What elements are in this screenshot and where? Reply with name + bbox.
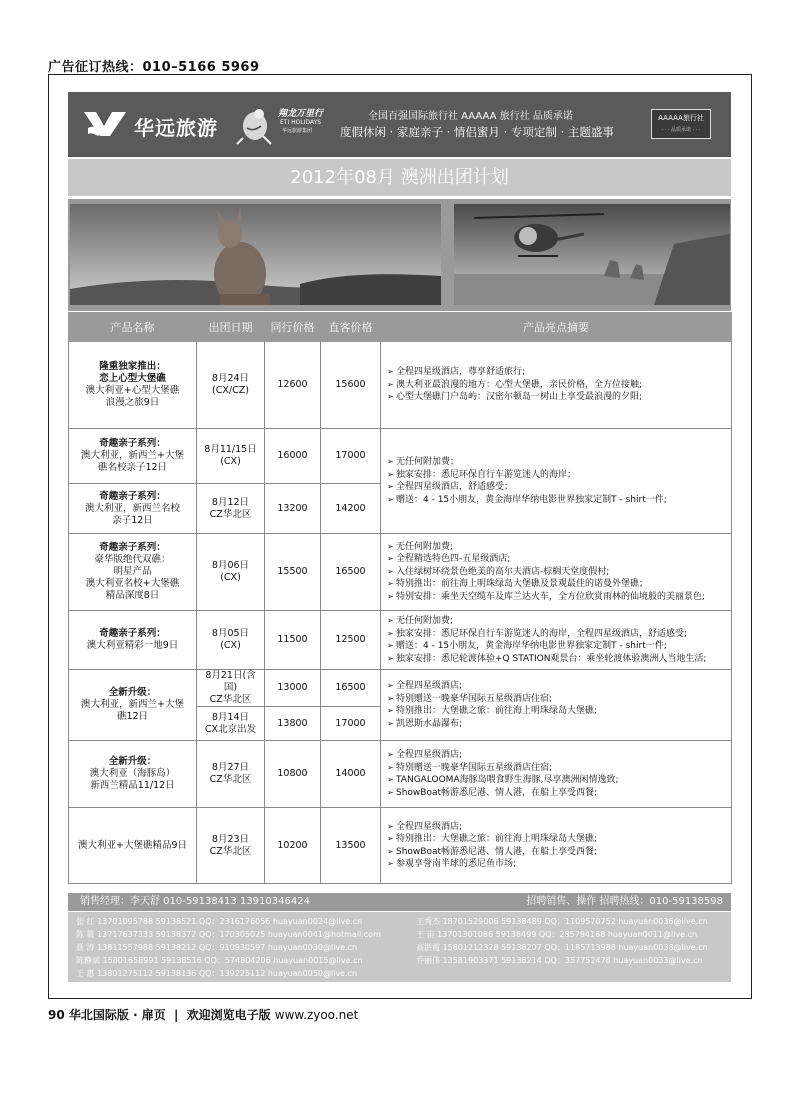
product-title: 豪华版绝代双礁： 明星产品 澳大利亚名校+大堡礁 精品深度8日 — [85, 554, 180, 601]
brand-name: 华远旅游 — [134, 116, 218, 140]
tagline-services: 度假休闲 · 家庭亲子 · 情侣蜜月 · 专项定制 · 主题盛事 — [340, 125, 614, 139]
list-item: 聂 涛 13811557988 59138212 QQ：910930597 huayuan0030@live.cn — [76, 943, 358, 952]
arrow-bullet-icon: ➢ — [387, 821, 394, 831]
retail-price: 14200 — [321, 484, 381, 534]
retail-price: 12500 — [321, 611, 381, 670]
highlights — [381, 808, 732, 884]
product-title: 澳大利亚，新西兰+大堡 礁12日 — [81, 699, 184, 722]
trade-price: 10200 — [265, 808, 321, 884]
depart-date: 8月05日 (CX) — [197, 611, 265, 670]
highlights — [381, 741, 732, 808]
list-item — [387, 693, 729, 706]
arrow-bullet-icon: ➢ — [387, 494, 394, 504]
depart-date: 8月27日 CZ华北区 — [197, 741, 265, 808]
hiring-notice: 招聘销售、操作 招聘热线：010-59138598 — [526, 896, 723, 907]
list-item — [387, 615, 729, 628]
arrow-bullet-icon: ➢ — [387, 392, 394, 402]
arrow-bullet-icon: ➢ — [387, 693, 394, 703]
retail-price: 16500 — [321, 534, 381, 611]
product-name — [69, 808, 197, 884]
list-item: 陈 筱 13717637333 59138372 QQ：170305025 huayuan0041@hotmail.com — [76, 930, 381, 939]
col-header-product: 产品名称 — [69, 313, 197, 342]
page-footer — [48, 1006, 358, 1023]
highlight-text: 全程四星级酒店; — [396, 750, 463, 760]
highlight-text: ShowBoat畅游悉尼港、情人港，在船上享受西餐; — [396, 787, 598, 798]
product-series: 全新升级： — [108, 687, 157, 698]
highlight-text: 赠送：4 - 15小朋友，黄金海岸华纳电影世界独家定制T - shirt一件; — [396, 641, 667, 651]
list-item — [387, 494, 729, 507]
product-name — [69, 534, 197, 611]
list-item — [387, 787, 729, 800]
highlight-text: 无任何附加费; — [396, 616, 454, 626]
trade-price: 10800 — [265, 741, 321, 808]
col-header-trade-price: 同行价格 — [265, 313, 321, 342]
arrow-bullet-icon: ➢ — [387, 469, 394, 479]
kangaroo-photo — [70, 204, 441, 305]
list-item — [387, 821, 729, 834]
table-row — [69, 741, 732, 808]
arrow-bullet-icon: ➢ — [387, 762, 394, 772]
arrow-bullet-icon: ➢ — [387, 787, 394, 797]
list-item — [387, 705, 729, 718]
arrow-bullet-icon: ➢ — [387, 482, 394, 491]
depart-date: 8月23日 CZ华北区 — [197, 808, 265, 884]
arrow-bullet-icon: ➢ — [387, 591, 394, 601]
highlight-text: 独家安排：悉尼环保自行车游览迷人的海岸，全程四星级酒店，舒适感受; — [396, 628, 688, 639]
retail-price: 16500 — [321, 670, 381, 707]
welcome-text: 欢迎浏览电子版 — [186, 1008, 271, 1022]
highlight-text: 无任何附加费; — [396, 541, 454, 552]
table-row — [69, 342, 732, 429]
product-title: 澳大利亚（海豚岛） 新西兰精品11/12日 — [89, 768, 176, 791]
arrow-bullet-icon: ➢ — [387, 566, 394, 576]
product-name — [69, 429, 197, 484]
arrow-bullet-icon: ➢ — [387, 367, 394, 377]
list-item — [387, 858, 729, 871]
retail-price: 13500 — [321, 808, 381, 884]
tagline-credentials: 全国百强国际旅行社 AAAAA 旅行社 品质承诺 — [368, 111, 573, 122]
trade-price: 16000 — [265, 429, 321, 484]
eti-brand: 翔龙万里行 — [278, 109, 324, 119]
arrow-bullet-icon: ➢ — [387, 681, 394, 690]
list-item: 乔丽伟 13581903371 59138214 QQ：357752478 huayuan0033@live.cn — [416, 956, 703, 965]
arrow-bullet-icon: ➢ — [387, 834, 394, 843]
depart-date: 8月21日(含国) CZ华北区 — [197, 670, 265, 707]
trade-price: 11500 — [265, 611, 321, 670]
arrow-bullet-icon: ➢ — [387, 379, 394, 389]
highlight-text: 特别赠送一晚豪华国际五星级酒店住宿; — [396, 693, 553, 704]
site-link[interactable]: www.zyoo.net — [274, 1008, 359, 1022]
product-title: 澳大利亚+心型大堡礁 浪漫之旅9日 — [85, 385, 180, 408]
footer-separator: | — [174, 1008, 179, 1022]
col-header-retail-price: 直客价格 — [321, 313, 381, 342]
badge-title: AAAAA旅行社 — [658, 114, 704, 122]
list-item — [387, 541, 729, 554]
list-item — [387, 566, 729, 579]
list-item — [387, 553, 729, 566]
list-item — [387, 591, 729, 604]
highlights — [381, 611, 732, 670]
eti-subtitle: 华远旅游集团 — [282, 128, 313, 134]
depart-date: 8月11/15日 (CX) — [197, 429, 265, 484]
list-item — [387, 774, 729, 787]
highlight-text: 特别赠送一晚豪华国际五星级酒店住宿; — [396, 762, 553, 773]
list-item: 王 亩 13701301086 59138499 QQ：285794168 huayuan0011@live.cn — [416, 930, 698, 939]
table-header-row — [69, 313, 732, 342]
table-row — [69, 429, 732, 484]
table-row — [69, 534, 732, 611]
depart-date: 8月14日 CX北京出发 — [197, 707, 265, 741]
list-item — [387, 379, 729, 392]
highlight-text: 心型大堡礁门户岛屿：汉密尔顿岛一树山上享受最浪漫的夕阳; — [396, 392, 643, 403]
highlight-text: 全程四星级酒店; — [396, 821, 463, 832]
highlight-text: 特别推出：大堡礁之旅：前往海上明珠绿岛大堡礁; — [396, 834, 598, 844]
highlights — [381, 670, 732, 741]
product-name — [69, 670, 197, 741]
product-title: 澳大利亚，新西兰+大堡 礁名校亲子12日 — [81, 450, 184, 473]
arrow-bullet-icon: ➢ — [387, 457, 394, 466]
list-item — [387, 833, 729, 846]
highlight-text: 独家安排：悉尼轮渡体验+Q STATION观景台：乘坐轮渡体验澳洲人当地生活; — [396, 653, 707, 664]
list-item — [387, 749, 729, 762]
trade-price: 13200 — [265, 484, 321, 534]
list-item: 王 惠 13801275112 59138136 QQ：139225112 huayuan0050@live.cn — [76, 969, 358, 978]
arrow-bullet-icon: ➢ — [387, 846, 394, 856]
product-title: 澳大利亚，新西兰名校 亲子12日 — [84, 502, 180, 526]
product-name — [69, 342, 197, 429]
tour-plan-table — [68, 312, 732, 884]
highlight-text: TANGALOOMA海豚岛喂食野生海豚,尽享澳洲闲情逸致; — [396, 775, 619, 785]
retail-price: 14000 — [321, 741, 381, 808]
page-title: 2012年08月 澳洲出团计划 — [68, 159, 731, 196]
arrow-bullet-icon: ➢ — [387, 579, 394, 589]
list-item — [387, 718, 729, 731]
list-item: 张 红 13701095788 59138521 QQ：2316176056 huayuan0024@live.cn — [76, 917, 363, 926]
product-series: 奇趣亲子系列： — [99, 438, 166, 449]
highlight-text: 全程四星级酒店，尊享舒适旅行; — [396, 367, 526, 378]
trade-price: 13800 — [265, 707, 321, 741]
product-name — [69, 484, 197, 534]
table-row — [69, 670, 732, 707]
col-header-highlights: 产品亮点摘要 — [381, 313, 732, 342]
arrow-bullet-icon: ➢ — [387, 653, 394, 663]
highlight-text: 入住绿树环绕景色绝美的高尔夫酒店-棕榈天堂度假村; — [396, 566, 610, 577]
huayuan-logo-icon — [82, 104, 132, 144]
section-name: 华北国际版 · 扉页 — [68, 1008, 166, 1022]
highlight-text: 赠送：4 - 15小朋友，黄金海岸华纳电影世界独家定制T - shirt一件; — [396, 494, 667, 505]
quality-badge — [651, 109, 711, 139]
highlight-text: 全程四星级酒店，舒适感受； — [396, 482, 514, 492]
product-title: 澳大利亚精彩一地9日 — [86, 640, 179, 651]
list-item: 陈静斌 15801658991 59138516 QQ：574804206 huayuan0015@live.cn — [76, 956, 363, 965]
product-series: 奇趣亲子系列： — [99, 628, 166, 639]
highlight-text: 澳大利亚最浪漫的地方：心型大堡礁，亲民价格，全方位接触; — [396, 379, 643, 390]
list-item — [387, 456, 729, 469]
arrow-bullet-icon: ➢ — [387, 750, 394, 759]
highlights — [381, 534, 732, 611]
col-header-date: 出团日期 — [197, 313, 265, 342]
list-item — [387, 680, 729, 693]
product-series: 全新升级： — [108, 756, 157, 767]
ad-hotline: 广告征订热线：010–5166 5969 — [48, 60, 260, 75]
contact-list — [68, 912, 731, 982]
product-series: 奇趣亲子系列： — [99, 542, 166, 553]
sales-contact-bar — [68, 893, 731, 911]
highlight-text: 参观享誉南半球的悉尼鱼市场; — [396, 859, 517, 869]
retail-price: 15600 — [321, 342, 381, 429]
list-item — [387, 469, 729, 482]
highlight-text: 特别推出：大堡礁之旅：前往海上明珠绿岛大堡礁; — [396, 706, 598, 716]
product-series: 隆重独家推出： 恋上心型大堡礁 — [99, 361, 166, 384]
arrow-bullet-icon: ➢ — [387, 706, 394, 715]
sales-manager: 销售经理：李天舒 010-59138413 13910346424 — [80, 896, 310, 907]
arrow-bullet-icon: ➢ — [387, 628, 394, 638]
arrow-bullet-icon: ➢ — [387, 554, 394, 564]
highlight-text: ShowBoat畅游悉尼港、情人港，在船上享受西餐; — [396, 846, 598, 857]
highlight-text: 独家安排：悉尼环保自行车游览迷人的海岸； — [396, 469, 577, 480]
list-item — [387, 366, 729, 379]
trade-price: 15500 — [265, 534, 321, 611]
list-item — [387, 628, 729, 641]
product-name — [69, 741, 197, 808]
photo-strip — [68, 199, 731, 311]
arrow-bullet-icon: ➢ — [387, 641, 394, 650]
product-series: 奇趣亲子系列： — [99, 490, 166, 502]
table-row — [69, 611, 732, 670]
eti-english: ETI HOLIDAYS — [280, 119, 322, 126]
page-number: 90 — [48, 1008, 65, 1022]
list-item — [387, 391, 729, 404]
highlight-text: 特别安排：乘坐天空缆车及库兰达火车，全方位欣赏雨林的仙境般的美丽景色; — [396, 591, 706, 602]
highlight-text: 全程精选特色四-五星级酒店; — [396, 554, 511, 565]
retail-price: 17000 — [321, 707, 381, 741]
depart-date: 8月24日 (CX/CZ) — [197, 342, 265, 429]
helicopter-coast-photo — [454, 204, 730, 305]
product-name — [69, 611, 197, 670]
highlight-text: 特别推出：前往海上明珠绿岛大堡礁及景观最佳的诺曼外堡礁； — [396, 579, 649, 590]
agency-header — [68, 92, 731, 157]
list-item: 王秀杰 18701529006 59138489 QQ：1109570752 huayuan0036@live.cn — [416, 917, 708, 926]
list-item: 高洪霞 15801212328 59138207 QQ：1185713988 huayuan0038@live.cn — [416, 943, 708, 952]
list-item — [387, 640, 729, 653]
arrow-bullet-icon: ➢ — [387, 541, 394, 551]
badge-subtitle: · · · 品质承诺 · · · — [661, 127, 701, 133]
highlight-text: 全程四星级酒店; — [396, 681, 463, 691]
arrow-bullet-icon: ➢ — [387, 859, 394, 868]
table-row — [69, 808, 732, 884]
product-title: 澳大利亚+大堡礁精品9日 — [77, 839, 187, 851]
arrow-bullet-icon: ➢ — [387, 718, 394, 728]
depart-date: 8月12日 CZ华北区 — [197, 484, 265, 534]
depart-date: 8月06日 (CX) — [197, 534, 265, 611]
list-item — [387, 762, 729, 775]
trade-price: 12600 — [265, 342, 321, 429]
list-item — [387, 653, 729, 666]
arrow-bullet-icon: ➢ — [387, 775, 394, 784]
list-item — [387, 481, 729, 494]
list-item — [387, 578, 729, 591]
highlight-text: 无任何附加费； — [396, 457, 460, 467]
trade-price: 13000 — [265, 670, 321, 707]
list-item — [387, 846, 729, 859]
arrow-bullet-icon: ➢ — [387, 616, 394, 625]
highlight-text: 凯恩斯水晶瀑布; — [396, 718, 463, 729]
highlights — [381, 429, 732, 534]
highlights — [381, 342, 732, 429]
retail-price: 17000 — [321, 429, 381, 484]
